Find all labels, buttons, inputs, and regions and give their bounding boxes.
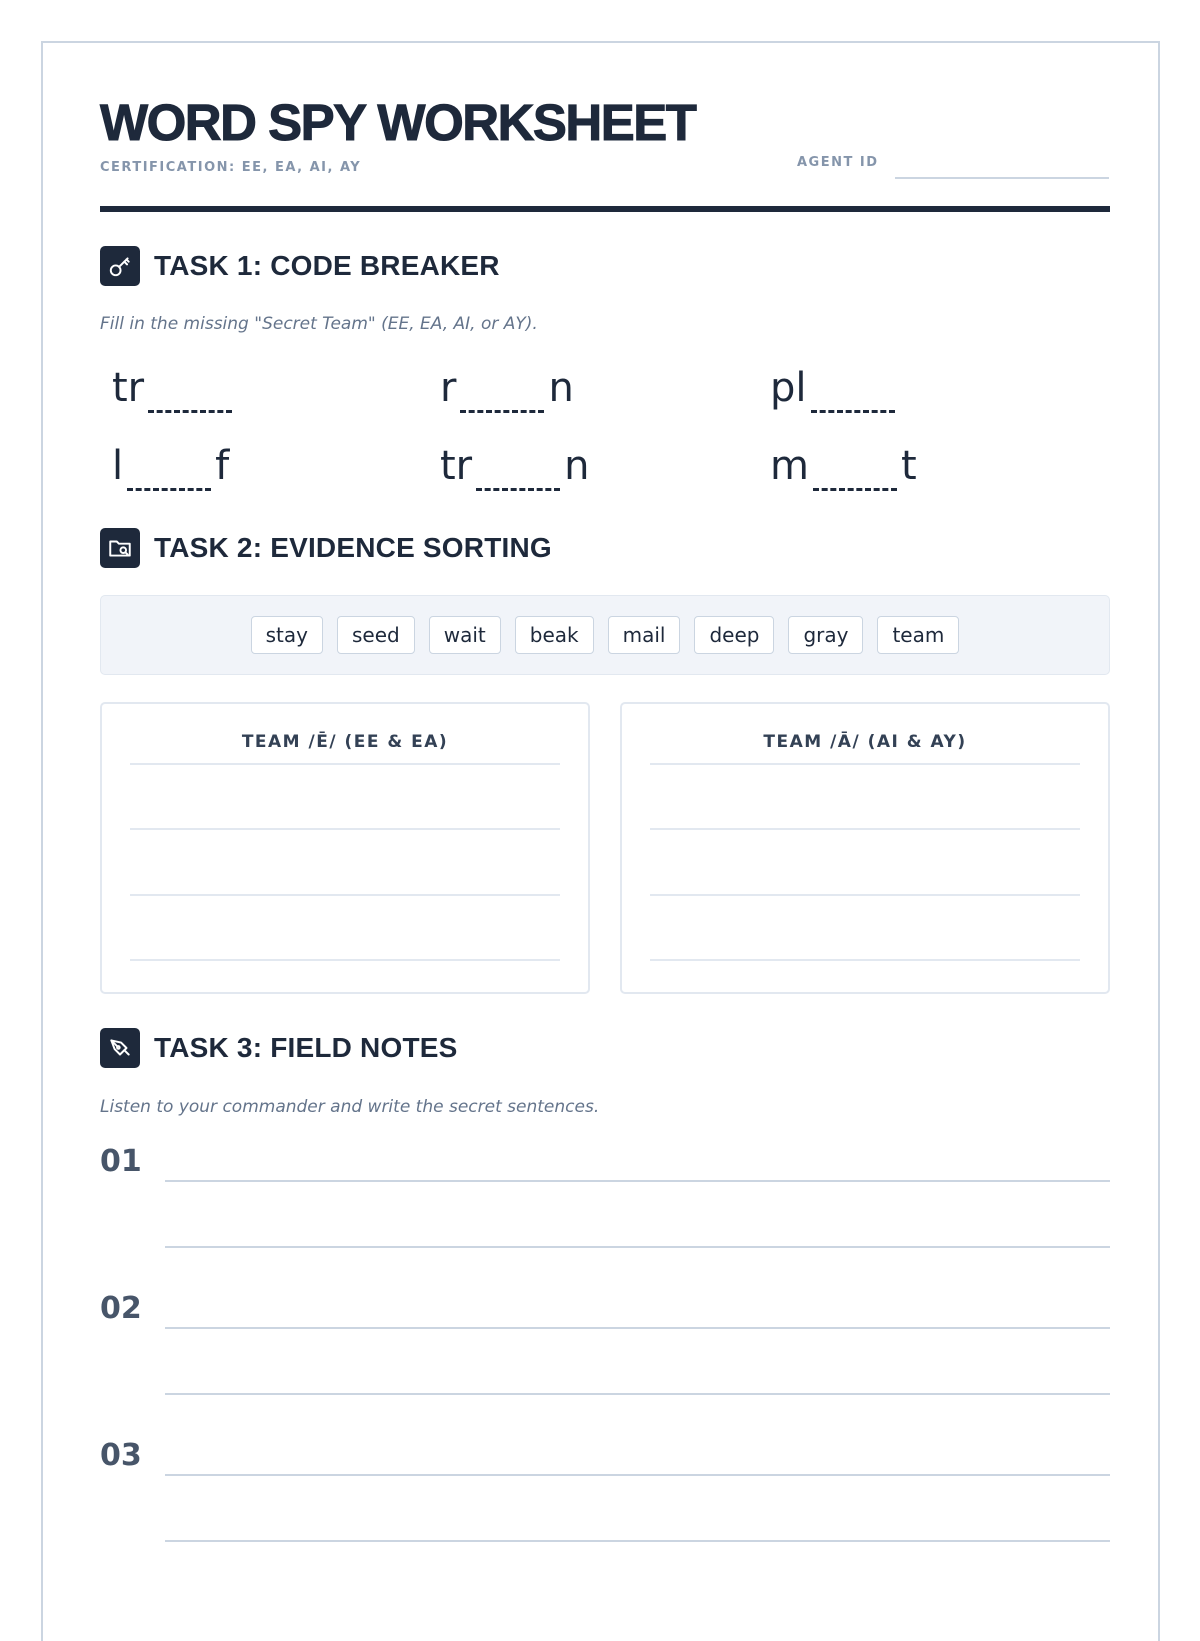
task3-header — [100, 1028, 458, 1068]
puzzle-suffix: n — [564, 443, 590, 489]
puzzle-prefix: tr — [440, 443, 473, 489]
puzzle-blank[interactable] — [127, 452, 211, 491]
puzzle-blank[interactable] — [148, 374, 232, 413]
code-puzzle — [770, 365, 899, 413]
sentence-line[interactable] — [165, 1474, 1110, 1476]
worksheet-title: WORD SPY WORKSHEET — [100, 94, 696, 151]
puzzle-blank[interactable] — [811, 374, 895, 413]
puzzle-suffix: n — [548, 365, 574, 411]
sort-divider — [650, 763, 1080, 765]
puzzle-suffix: t — [900, 443, 917, 489]
sort-writing-line[interactable] — [130, 894, 560, 896]
task2-header — [100, 528, 552, 568]
word-chip[interactable]: wait — [429, 616, 501, 654]
folder-search-icon — [100, 528, 140, 568]
word-chip[interactable]: seed — [337, 616, 415, 654]
team-a-box — [620, 702, 1110, 994]
sentence-line[interactable] — [165, 1393, 1110, 1395]
sentence-number: 03 — [100, 1438, 142, 1473]
agent-id-field[interactable] — [895, 177, 1109, 179]
puzzle-prefix: pl — [770, 365, 807, 411]
certification-label: CERTIFICATION: EE, EA, AI, AY — [100, 160, 362, 175]
sort-writing-line[interactable] — [650, 959, 1080, 961]
puzzle-prefix: tr — [112, 365, 145, 411]
code-puzzle — [112, 365, 236, 413]
task3-instructions: Listen to your commander and write the secret sentences. — [100, 1097, 600, 1117]
sort-divider — [130, 763, 560, 765]
sentence-number: 01 — [100, 1144, 142, 1179]
agent-id-label: AGENT ID — [797, 155, 879, 170]
puzzle-prefix: r — [440, 365, 457, 411]
header-divider — [100, 206, 1110, 212]
key-icon — [100, 246, 140, 286]
word-chip[interactable]: mail — [608, 616, 681, 654]
sort-writing-line[interactable] — [130, 828, 560, 830]
task1-instructions: Fill in the missing "Secret Team" (EE, EA, AI, or AY). — [100, 314, 538, 334]
team-e-box — [100, 702, 590, 994]
puzzle-blank[interactable] — [813, 452, 897, 491]
sort-writing-line[interactable] — [130, 959, 560, 961]
puzzle-suffix: f — [215, 443, 230, 489]
word-chip[interactable]: beak — [515, 616, 594, 654]
sort-writing-line[interactable] — [650, 828, 1080, 830]
sentence-number: 02 — [100, 1291, 142, 1326]
code-puzzle — [112, 443, 229, 491]
team-e-title: TEAM /Ē/ (EE & EA) — [241, 732, 449, 752]
task1-header — [100, 246, 500, 286]
pen-icon — [100, 1028, 140, 1068]
task1-title: TASK 1: CODE BREAKER — [154, 250, 500, 281]
sort-writing-line[interactable] — [650, 894, 1080, 896]
code-puzzle — [440, 443, 590, 491]
puzzle-blank[interactable] — [476, 452, 560, 491]
task2-title: TASK 2: EVIDENCE SORTING — [154, 532, 552, 563]
sentence-line[interactable] — [165, 1327, 1110, 1329]
word-chip[interactable]: gray — [788, 616, 863, 654]
puzzle-prefix: l — [112, 443, 124, 489]
word-chip[interactable]: deep — [694, 616, 774, 654]
word-bank — [100, 595, 1110, 675]
puzzle-prefix: m — [770, 443, 809, 489]
word-chip[interactable]: team — [877, 616, 959, 654]
sentence-line[interactable] — [165, 1540, 1110, 1542]
sentence-line[interactable] — [165, 1246, 1110, 1248]
code-puzzle — [770, 443, 917, 491]
word-chip[interactable]: stay — [251, 616, 323, 654]
worksheet-page — [41, 41, 1160, 1641]
sentence-line[interactable] — [165, 1180, 1110, 1182]
puzzle-blank[interactable] — [460, 374, 544, 413]
code-puzzle — [440, 365, 574, 413]
task3-title: TASK 3: FIELD NOTES — [154, 1032, 458, 1063]
team-a-title: TEAM /Ā/ (AI & AY) — [763, 732, 967, 752]
